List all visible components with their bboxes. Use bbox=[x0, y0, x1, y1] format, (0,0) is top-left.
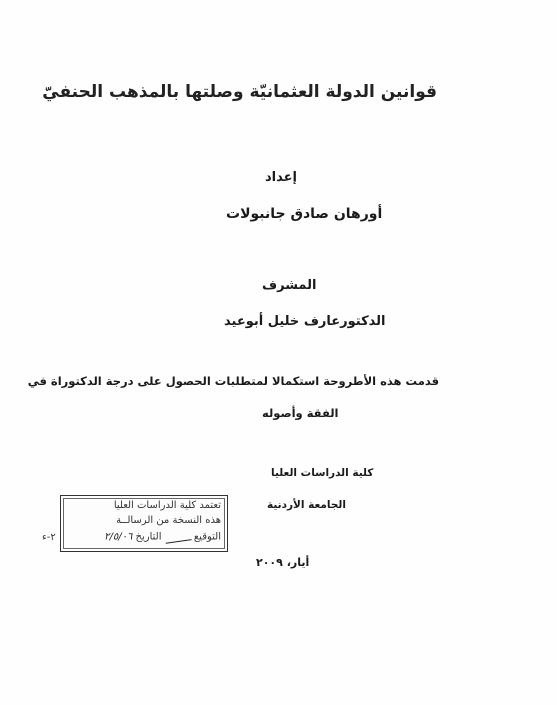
handwritten-signature bbox=[164, 529, 191, 544]
supervisor-name: الدكتورعارف خليل أبوعيد bbox=[224, 314, 386, 329]
prepared-by-label: إعداد bbox=[265, 170, 297, 185]
stamp-handwritten-tail: ٢-ء bbox=[42, 532, 56, 543]
stamp-line-2: هذه النسخة من الرسالــة bbox=[116, 515, 221, 526]
stamp-date-value: ٢/٥/٠٦ bbox=[104, 531, 133, 543]
submission-date: أيار، ٢٠٠٩ bbox=[256, 556, 310, 569]
stamp-line-1: تعتمد كلية الدراسات العليا bbox=[113, 500, 221, 511]
stamp-line-3 bbox=[104, 531, 221, 543]
thesis-title: قوانين الدولة العثمانيّة وصلتها بالمذهب الحنفيّ bbox=[42, 82, 437, 102]
stamp-signature-label: التوقيع bbox=[193, 531, 221, 543]
author-name: أورهان صادق جانبولات bbox=[226, 206, 383, 222]
supervisor-label: المشرف bbox=[262, 278, 317, 293]
approval-stamp bbox=[60, 495, 228, 552]
university-name: الجامعة الأردنية bbox=[267, 499, 346, 511]
stamp-date-label: التاريخ bbox=[135, 531, 162, 543]
thesis-statement-line-1: قدمت هذه الأطروحة استكمالا لمتطلبات الحصول على درجة الدكتوراة في bbox=[27, 374, 439, 388]
thesis-statement-line-2: الفقة وأصوله bbox=[262, 406, 339, 420]
faculty-name: كلية الدراسات العليا bbox=[271, 467, 374, 479]
